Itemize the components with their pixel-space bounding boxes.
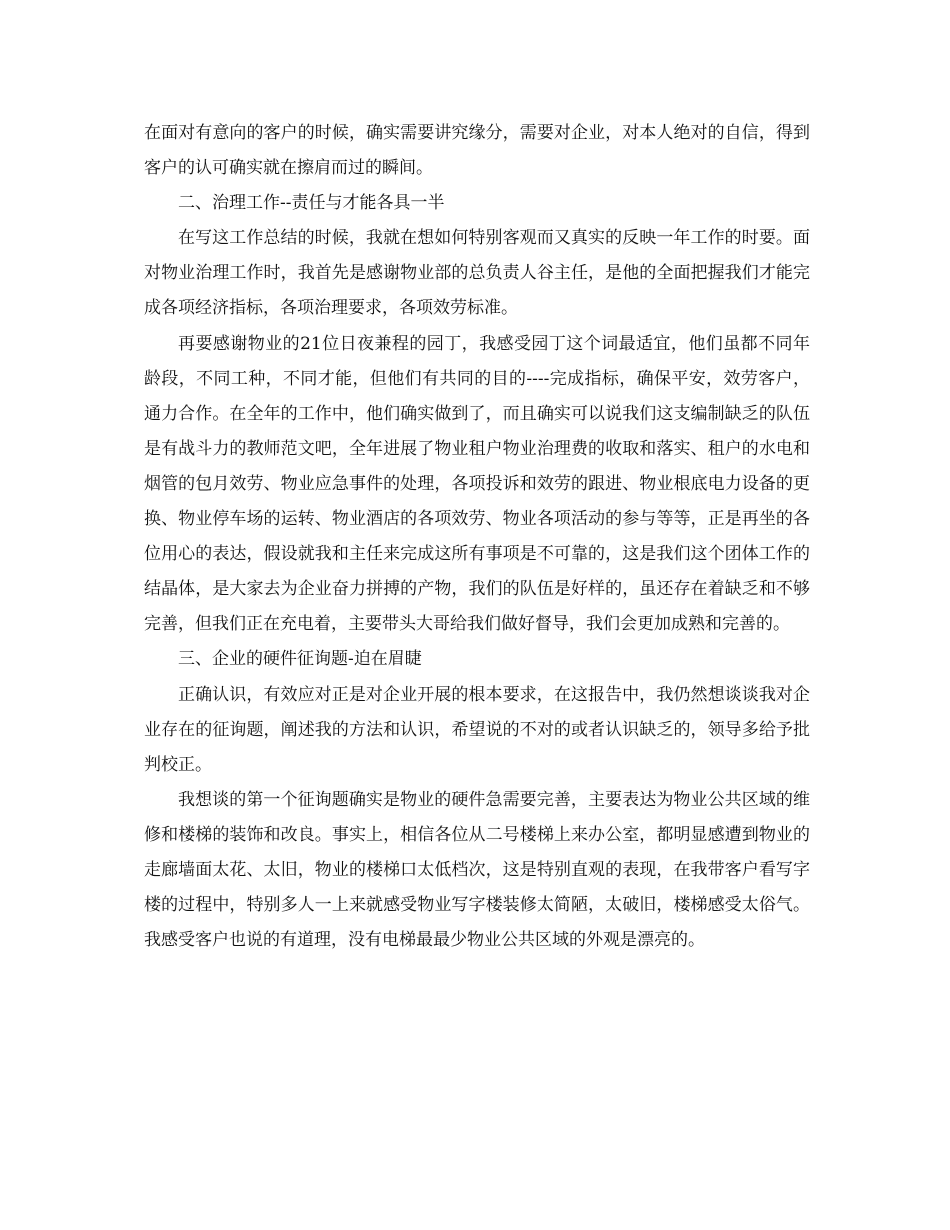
paragraph: 我想谈的第一个征询题确实是物业的硬件急需要完善，主要表达为物业公共区域的维修和楼梯的装饰和改良。事实上，相信各位从二号楼梯上来办公室，都明显感遭到物业的走廊墙面太花、太旧，物业的楼梯口太低档次，这是特别直观的表现，在我带客户看写字楼的过程中，特别多人一上来就感受物业写字楼装修太简陋，太破旧，楼梯感受太俗气。我感受客户也说的有道理，没有电梯最最少物业公共区域的外观是漂亮的。 bbox=[144, 789, 810, 951]
paragraph: 在面对有意向的客户的时候，确实需要讲究缘分，需要对企业，对本人绝对的自信，得到客户的认可确实就在擦肩而过的瞬间。 bbox=[144, 123, 810, 179]
section-heading: 三、企业的硬件征询题-迫在眉睫 bbox=[178, 649, 422, 670]
paragraph: 再要感谢物业的21位日夜兼程的园丁，我感受园丁这个词最适宜，他们虽都不同年龄段，不同工种，不同才能，但他们有共同的目的----完成指标，确保平安，效劳客户，通力合作。在全年的工作中，他们确实做到了，而且确实可以说我们这支编制缺乏的队伍是有战斗力的教师范文吧，全年进展了物业租户物业治理费的收取和落实、租户的水电和烟管的包月效劳、物业应急事件的处理，各项投诉和效劳的跟进、物业根底电力设备的更换、物业停车场的运转、物业酒店的各项效劳、物业各项活动的参与等等，正是再坐的各位用心的表达，假设就我和主任来完成这所有事项是不可靠的，这是我们这个团体工作的结晶体，是大家去为企业奋力拼搏的产物，我们的队伍是好样的，虽还存在着缺乏和不够完善，但我们正在充电着，主要带头大哥给我们做好督导，我们会更加成熟和完善的。 bbox=[144, 333, 810, 635]
paragraph: 在写这工作总结的时候，我就在想如何特别客观而又真实的反映一年工作的时要。面对物业治理工作时，我首先是感谢物业部的总负责人谷主任，是他的全面把握我们才能完成各项经济指标，各项治理要求，各项效劳标准。 bbox=[144, 228, 810, 319]
section-heading: 二、治理工作--责任与才能各具一半 bbox=[178, 193, 445, 214]
document-body bbox=[144, 116, 810, 958]
paragraph: 正确认识，有效应对正是对企业开展的根本要求，在这报告中，我仍然想谈谈我对企业存在的征询题，阐述我的方法和认识，希望说的不对的或者认识缺乏的，领导多给予批判校正。 bbox=[144, 684, 810, 775]
